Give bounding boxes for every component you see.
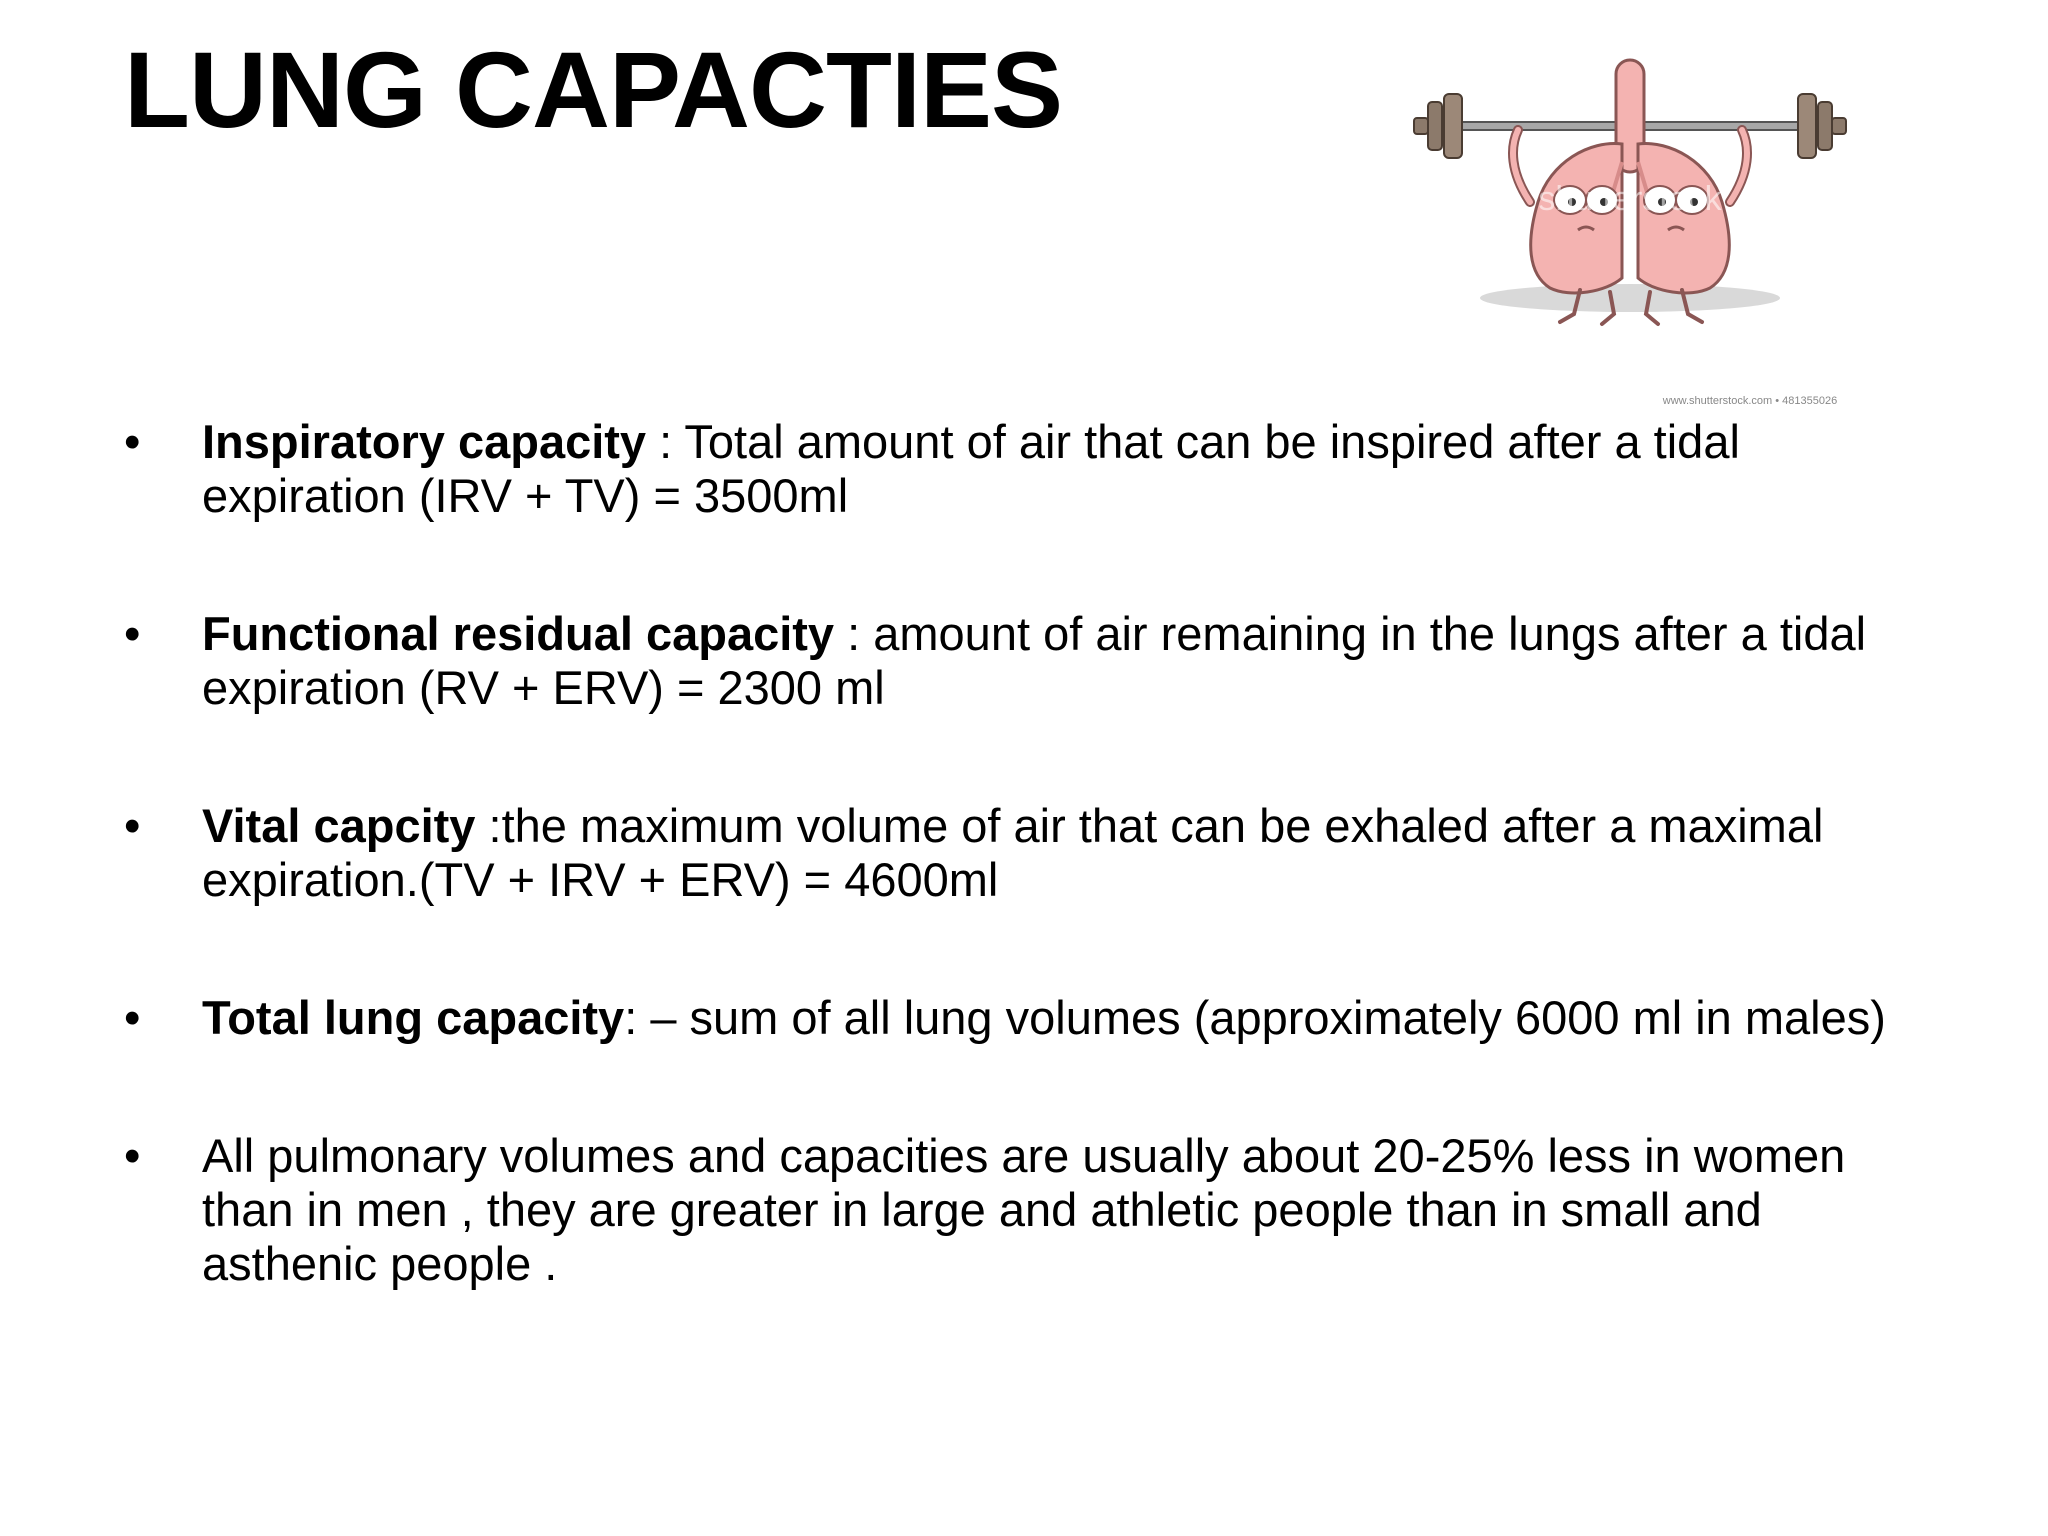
bullet-term: Vital capcity bbox=[202, 799, 476, 852]
slide-title: LUNG CAPACTIES bbox=[124, 29, 1063, 150]
lungs-illustration bbox=[1410, 52, 1850, 420]
bullet-marker: • bbox=[124, 799, 141, 852]
svg-text:www.shutterstock.com • 4813550: www.shutterstock.com • 481355026 bbox=[1662, 395, 1838, 407]
bullet-marker: • bbox=[124, 607, 141, 660]
bullet-gender-differences bbox=[124, 1129, 1944, 1291]
bullet-marker: • bbox=[124, 1129, 141, 1182]
bullet-vital-capacity bbox=[124, 799, 1944, 907]
bullet-total-lung-capacity bbox=[124, 991, 1944, 1045]
bullet-text: : Total amount of air that can be inspired after a tidal expiration (IRV + TV) = 3500ml bbox=[202, 415, 1740, 522]
bullet-marker: • bbox=[124, 991, 141, 1044]
bullet-marker: • bbox=[124, 415, 141, 468]
bullet-list bbox=[124, 415, 1944, 1375]
bullet-term: Total lung capacity bbox=[202, 991, 625, 1044]
bullet-functional-residual-capacity bbox=[124, 607, 1944, 715]
svg-text:shutterstock: shutterstock bbox=[1538, 180, 1722, 218]
bullet-text: : – sum of all lung volumes (approximately 6000 ml in males) bbox=[624, 991, 1886, 1044]
bullet-text: All pulmonary volumes and capacities are usually about 20-25% less in women than in men , they are greater in large and athletic people than in small and asthenic people . bbox=[202, 1129, 1846, 1290]
bullet-text: : amount of air remaining in the lungs after a tidal expiration (RV + ERV) = 2300 ml bbox=[202, 607, 1867, 714]
bullet-text: :the maximum volume of air that can be exhaled after a maximal expiration.(TV + IRV + ERV) = 4600ml bbox=[202, 799, 1824, 906]
bullet-term: Inspiratory capacity bbox=[202, 415, 647, 468]
lungs-lifting-barbell-icon bbox=[1410, 52, 1850, 420]
bullet-inspiratory-capacity bbox=[124, 415, 1944, 523]
bullet-term: Functional residual capacity bbox=[202, 607, 835, 660]
